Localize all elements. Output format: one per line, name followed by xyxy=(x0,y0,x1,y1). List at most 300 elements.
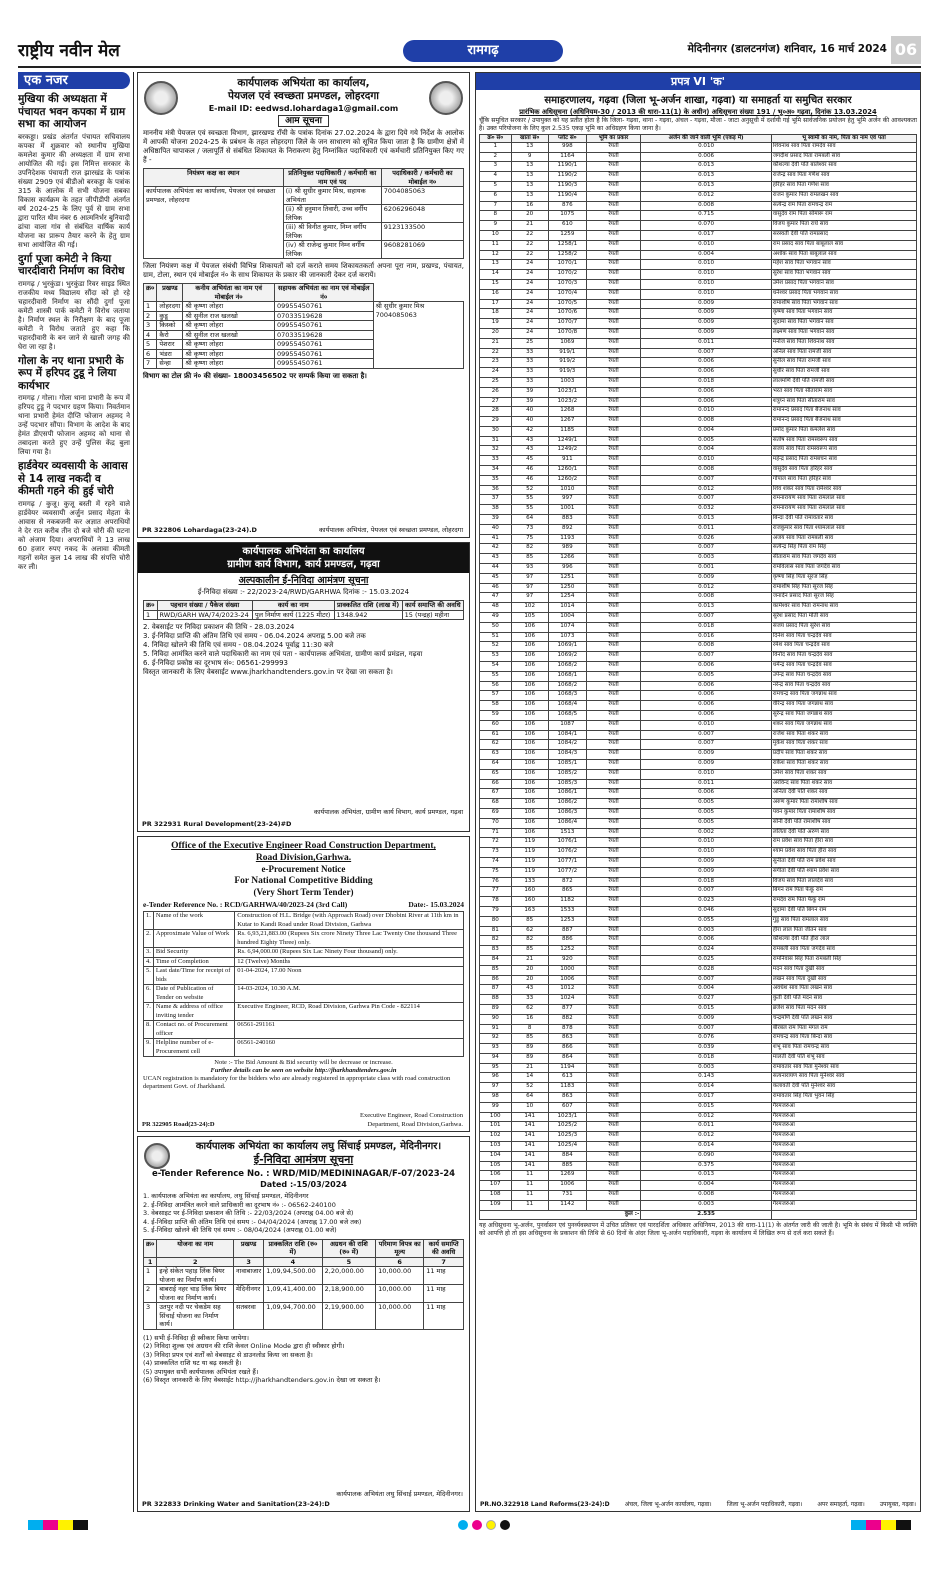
land-row xyxy=(480,799,917,809)
total-value: 2.535 xyxy=(641,1210,772,1220)
table-cell: इन्हे संकेत पहाड़ लिंक बियर योजना का निर्माण कार्य। xyxy=(157,1267,234,1285)
table-cell: 1,09,94,700.00 xyxy=(264,1303,322,1330)
land-cell: सुरेश प्रसाद पिता मोती साव xyxy=(771,613,916,623)
land-cell: 85 xyxy=(480,965,512,975)
land-cell: 0.013 xyxy=(641,603,772,613)
land-cell: रामबली साव पिता जगदेव साव xyxy=(771,946,916,956)
ad1-email: E-mail ID: eedwsd.lohardaga1@gmail.com xyxy=(208,104,399,113)
land-cell: रैयती xyxy=(586,505,641,515)
land-cell: अशोक साव पिता बाबूलाल साव xyxy=(771,250,916,260)
land-cell: 0.013 xyxy=(641,181,772,191)
land-cell: 22 xyxy=(511,240,548,250)
land-cell: 21 xyxy=(480,338,512,348)
land-cell: 0.010 xyxy=(641,142,772,152)
ad3-title3: e-Procurement Notice xyxy=(261,864,346,874)
land-cell: 1068/2 xyxy=(548,662,586,672)
form-sign2: जिला भू-अर्जन पदाधिकारी, गढ़वा। xyxy=(726,1500,803,1508)
land-row xyxy=(480,818,917,828)
land-cell: 613 xyxy=(548,1073,586,1083)
land-cell: 0.009 xyxy=(641,573,772,583)
land-cell: 1266 xyxy=(548,554,586,564)
land-cell: 1070/7 xyxy=(548,319,586,329)
table-row xyxy=(144,1003,464,1021)
land-row xyxy=(480,191,917,201)
land-cell: रैयती xyxy=(586,250,641,260)
land-cell: रैयती xyxy=(586,877,641,887)
land-cell: रैयती xyxy=(586,181,641,191)
column-number: 6 xyxy=(376,1257,424,1267)
land-cell: 31 xyxy=(480,436,512,446)
form-notification: प्रारंभिक अधिसूचना (अधिनियम-30 / 2013 की धारा-11(1) के अधीन) अधिसूचना संख्या 191 / भू०अ० गढ़वा, दिनांक 13.03.2024 xyxy=(519,108,877,116)
land-cell: 607 xyxy=(548,1102,586,1112)
land-cell: रैयती xyxy=(586,397,641,407)
land-cell: 877 xyxy=(548,1004,586,1014)
ad3-table xyxy=(143,911,464,1057)
table-cell: श्री कृष्णा लोहरा xyxy=(183,349,275,359)
tender-line: 2. वेबसाईट पर निविदा प्रकाशन की तिथि - 28.03.2024 xyxy=(143,623,295,631)
table-cell: Date of Publication of Tender on website xyxy=(153,985,234,1003)
table-cell: 9608281069 xyxy=(381,241,463,259)
column-number: 2 xyxy=(157,1257,234,1267)
land-cell: रैयती xyxy=(586,162,641,172)
land-cell: 610 xyxy=(548,221,586,231)
land-cell: 1193 xyxy=(548,534,586,544)
land-cell: 919/2 xyxy=(548,358,586,368)
land-cell: 97 xyxy=(511,593,548,603)
land-cell: रैयती xyxy=(586,377,641,387)
land-cell: 82 xyxy=(511,544,548,554)
table-cell: नावाबाजार xyxy=(234,1267,264,1285)
land-cell: 24 xyxy=(511,299,548,309)
land-cell: रामानन्द प्रसाद पिता बैजनाथ साव xyxy=(771,407,916,417)
land-cell: रैयती xyxy=(586,662,641,672)
land-row xyxy=(480,936,917,946)
land-cell: 35 xyxy=(480,475,512,485)
land-cell: 56 xyxy=(480,681,512,691)
land-cell: 93 xyxy=(511,564,548,574)
table-cell: 3 xyxy=(144,321,157,331)
land-cell: 1070/1 xyxy=(548,260,586,270)
land-cell: 886 xyxy=(548,936,586,946)
land-cell: रामचन्द्र साव पिता बिन्दा साव xyxy=(771,1034,916,1044)
land-cell: 141 xyxy=(511,1112,548,1122)
land-cell: 97 xyxy=(511,573,548,583)
land-cell: लखन साव पिता दुखी साव xyxy=(771,975,916,985)
land-cell: 13 xyxy=(511,172,548,182)
land-cell: 106 xyxy=(511,740,548,750)
table-cell: 12 (Twelve) Months xyxy=(235,957,464,967)
land-cell: 16 xyxy=(480,289,512,299)
land-row xyxy=(480,534,917,544)
land-cell: 27 xyxy=(480,397,512,407)
land-row xyxy=(480,808,917,818)
land-cell: रैयती xyxy=(586,613,641,623)
land-row xyxy=(480,867,917,877)
land-cell: बीरबल राम पिता मंगल राम xyxy=(771,1024,916,1034)
land-cell: राकेश साव पिता शंकर साव xyxy=(771,759,916,769)
land-cell: रैयती xyxy=(586,466,641,476)
land-row xyxy=(480,407,917,417)
ad4-date: Dated :-15/03/2024 xyxy=(260,1180,347,1189)
land-row xyxy=(480,1191,917,1201)
land-cell: 1004 xyxy=(548,613,586,623)
land-cell: 878 xyxy=(548,1024,586,1034)
land-cell: 106 xyxy=(511,671,548,681)
land-cell: 13 xyxy=(511,191,548,201)
masthead: राष्ट्रीय नवीन मेल xyxy=(18,41,120,61)
table-cell: Name & address of office inviting tender xyxy=(153,1003,234,1021)
land-cell: रैयती xyxy=(586,818,641,828)
land-cell: रैयती xyxy=(586,309,641,319)
land-row xyxy=(480,671,917,681)
form-sign3: अपर समाहर्ता, गढ़वा। xyxy=(817,1500,865,1508)
land-cell: 1012 xyxy=(548,985,586,995)
land-cell: 17 xyxy=(480,299,512,309)
land-cell: 89 xyxy=(480,1004,512,1014)
land-cell: 997 xyxy=(548,495,586,505)
land-cell: 0.018 xyxy=(641,377,772,387)
table-row xyxy=(144,967,464,985)
land-cell: रैयती xyxy=(586,985,641,995)
ad3-title1: Office of the Executive Engineer Road Construction Department, xyxy=(171,841,436,851)
land-cell: 1253 xyxy=(548,916,586,926)
table-cell: 06561-291161 xyxy=(235,1021,464,1039)
land-cell: हरिहर साव पिता गणेश साव xyxy=(771,181,916,191)
land-cell: 1087 xyxy=(548,720,586,730)
land-cell: 1070/4 xyxy=(548,289,586,299)
land-cell: रैयती xyxy=(586,1151,641,1161)
land-cell: 33 xyxy=(511,368,548,378)
land-cell: 1084/2 xyxy=(548,740,586,750)
land-cell: रैयती xyxy=(586,387,641,397)
land-cell: गैरमजरुआ xyxy=(771,1122,916,1132)
land-cell: 0.018 xyxy=(641,1053,772,1063)
land-cell: 29 xyxy=(480,417,512,427)
land-cell: 106 xyxy=(511,789,548,799)
table-cell: Bid Security xyxy=(153,948,234,958)
table-header: प्रतिनियुक्त पदाधिकारी / कर्मचारी का नाम एवं पद xyxy=(283,169,381,187)
table-header: प्राक्कलित राशि (रु० में) xyxy=(264,1239,322,1257)
land-cell: 11 xyxy=(511,1171,548,1181)
table-cell: 11 माह xyxy=(424,1267,464,1285)
land-row xyxy=(480,436,917,446)
land-cell: 0.005 xyxy=(641,671,772,681)
table-cell: 11 माह xyxy=(424,1285,464,1303)
land-cell: रैयती xyxy=(586,328,641,338)
land-cell: रैयती xyxy=(586,759,641,769)
ad2-title1: कार्यपालक अभियंता का कार्यालय xyxy=(242,546,365,557)
land-cell: रैयती xyxy=(586,1161,641,1171)
land-cell: 62 xyxy=(511,1004,548,1014)
land-cell: 18 xyxy=(480,309,512,319)
land-cell: 0.011 xyxy=(641,524,772,534)
land-cell: रैयती xyxy=(586,1142,641,1152)
land-cell: 20 xyxy=(511,965,548,975)
tender-line: 5. निविदा आमंत्रित करने वाले पदाधिकारी का नाम एवं पता - कार्यपालक अभियंता, ग्रामीण कार्य प्रमंडल, गढ़वा xyxy=(143,650,423,658)
table-cell: 7 xyxy=(144,359,157,369)
land-cell: अनिता देवी पति शंकर साव xyxy=(771,789,916,799)
form-pr: PR.NO.322918 Land Reforms(23-24):D xyxy=(480,1500,610,1508)
land-cell: 8 xyxy=(480,211,512,221)
land-cell: 100 xyxy=(480,1112,512,1122)
land-cell: राजन कुमार पिता रामलखन साव xyxy=(771,191,916,201)
land-cell: 0.014 xyxy=(641,1083,772,1093)
table-header: योजना का नाम xyxy=(157,1239,234,1257)
land-row xyxy=(480,632,917,642)
table-header: कार्य का नाम xyxy=(252,601,334,611)
table-cell: मेदिनीनगर xyxy=(234,1285,264,1303)
land-cell: 885 xyxy=(548,1161,586,1171)
column-number: 5 xyxy=(322,1257,376,1267)
land-row xyxy=(480,181,917,191)
land-cell: 1000 xyxy=(548,965,586,975)
column-number: 4 xyxy=(264,1257,322,1267)
land-cell: रैयती xyxy=(586,652,641,662)
land-row xyxy=(480,730,917,740)
land-cell: 108 xyxy=(480,1191,512,1201)
land-row xyxy=(480,1053,917,1063)
land-cell: गैरमजरुआ xyxy=(771,1102,916,1112)
land-row xyxy=(480,387,917,397)
land-cell: 1025/2 xyxy=(548,1122,586,1132)
tender-line: 3. ई-निविदा प्राप्ति की अंतिम तिथि एवं समय - 06.04.2024 अपराह्न 5.00 बजे तक xyxy=(143,632,366,640)
land-cell: 16 xyxy=(511,201,548,211)
land-row xyxy=(480,426,917,436)
land-cell: 34 xyxy=(480,466,512,476)
land-cell: 731 xyxy=(548,1191,586,1201)
table-cell: सतबरवा xyxy=(234,1303,264,1330)
land-cell: 8 xyxy=(511,1024,548,1034)
land-cell: 0.012 xyxy=(641,583,772,593)
land-cell: 1077/2 xyxy=(548,867,586,877)
emblem-right xyxy=(429,81,463,115)
table-row xyxy=(144,985,464,1003)
land-cell: रैयती xyxy=(586,583,641,593)
land-cell: रैयती xyxy=(586,906,641,916)
land-cell: 0.009 xyxy=(641,309,772,319)
land-cell: 67 xyxy=(480,789,512,799)
land-cell: 76 xyxy=(480,877,512,887)
land-cell: 0.005 xyxy=(641,436,772,446)
land-cell: 1023/2 xyxy=(548,397,586,407)
land-cell: रामनारायण साव पिता रामलाल साव xyxy=(771,505,916,515)
land-cell: 1183 xyxy=(548,1083,586,1093)
land-cell: शंकर साव पिता जगन्नाथ साव xyxy=(771,720,916,730)
land-row xyxy=(480,211,917,221)
land-cell: 119 xyxy=(511,867,548,877)
land-cell: रैयती xyxy=(586,857,641,867)
land-cell: रैयती xyxy=(586,495,641,505)
table-cell: 1,09,41,400.00 xyxy=(264,1285,322,1303)
land-cell: रैयती xyxy=(586,1132,641,1142)
land-cell: 1260/1 xyxy=(548,466,586,476)
land-cell: रैयती xyxy=(586,1191,641,1201)
land-cell: 883 xyxy=(548,515,586,525)
land-cell: 0.025 xyxy=(641,955,772,965)
land-cell: 72 xyxy=(480,838,512,848)
table-cell: 10,000.00 xyxy=(376,1285,424,1303)
land-cell: रैयती xyxy=(586,681,641,691)
land-cell: 1077/1 xyxy=(548,857,586,867)
land-cell: 51 xyxy=(480,632,512,642)
land-cell: 101 xyxy=(480,1122,512,1132)
land-cell: कौशल्या देवी पति हीरा लाल xyxy=(771,936,916,946)
land-row xyxy=(480,906,917,916)
land-cell: रमेश साव पिता चन्द्रदेव साव xyxy=(771,642,916,652)
story-body: रामगढ़ / कुजू। कुजू बस्ती में रहने वाले हार्डवेयर व्यवसायी अर्जुन प्रसाद मेहता के आवास से नकबजनी कर अज्ञात अपराधियों ने देर रात करीब तीन दो बजे चोरी की घटना को अंजाम दिया। अपराधियों ने 13 लाख 60 हजार रुपए नकद के अलावा कीमती गहनों समेत कुल 14 लाख की संपत्ति चोरी कर ली। xyxy=(18,499,130,571)
land-cell: रैयती xyxy=(586,475,641,485)
land-cell: 1070/8 xyxy=(548,328,586,338)
land-cell: प्रमोद कुमार पिता कमलेश साव xyxy=(771,426,916,436)
land-cell: 866 xyxy=(548,1044,586,1054)
land-cell: शिव शंकर साव पिता रामेश्वर साव xyxy=(771,485,916,495)
land-cell: 0.007 xyxy=(641,613,772,623)
land-cell: वासुदेव राम पिता सोमारू राम xyxy=(771,211,916,221)
page-header xyxy=(18,34,921,68)
land-cell: 1075 xyxy=(548,211,586,221)
land-cell: 887 xyxy=(548,926,586,936)
land-cell: 1023/1 xyxy=(548,1112,586,1122)
land-cell: रैयती xyxy=(586,554,641,564)
land-cell: रैयती xyxy=(586,426,641,436)
table-header: सहायक अभियंता का नाम एवं मोबाईल नं० xyxy=(274,284,373,302)
land-cell: 45 xyxy=(511,456,548,466)
land-cell: 1086/3 xyxy=(548,808,586,818)
land-cell: 66 xyxy=(480,779,512,789)
land-cell: रामविलास साव पिता जगदेव साव xyxy=(771,564,916,574)
land-cell: रैयती xyxy=(586,368,641,378)
land-cell: 0.008 xyxy=(641,417,772,427)
land-cell: सुदामा देवी पति बिगन राम xyxy=(771,906,916,916)
land-cell: 1190/1 xyxy=(548,162,586,172)
land-cell: रैयती xyxy=(586,740,641,750)
land-cell: 43 xyxy=(511,446,548,456)
land-row xyxy=(480,230,917,240)
land-cell: 0.010 xyxy=(641,456,772,466)
land-cell: 0.004 xyxy=(641,1181,772,1191)
land-cell: 919/1 xyxy=(548,348,586,358)
land-cell: संजय प्रसाद पिता सुरेश साव xyxy=(771,622,916,632)
land-row xyxy=(480,750,917,760)
land-cell: 43 xyxy=(511,436,548,446)
land-row xyxy=(480,613,917,623)
land-cell: 33 xyxy=(511,995,548,1005)
land-row xyxy=(480,466,917,476)
land-row xyxy=(480,1024,917,1034)
land-row xyxy=(480,172,917,182)
land-cell: गैरमजरुआ xyxy=(771,1112,916,1122)
table-header: क्र० xyxy=(144,284,157,302)
land-cell: 1073 xyxy=(548,632,586,642)
land-cell: 0.008 xyxy=(641,642,772,652)
land-cell: 864 xyxy=(548,1053,586,1063)
land-cell: रैयती xyxy=(586,289,641,299)
land-cell: 0.017 xyxy=(641,1093,772,1103)
land-row xyxy=(480,946,917,956)
land-cell: 21 xyxy=(511,221,548,231)
land-cell: ब्रजेश साव पिता मदन साव xyxy=(771,1004,916,1014)
story-headline: दुर्गा पूजा कमेटी ने किया चारदीवारी निर्माण का विरोध xyxy=(18,252,125,277)
land-cell: 43 xyxy=(480,554,512,564)
land-cell: 48 xyxy=(480,603,512,613)
ad1-body2: जिला नियंत्रण कक्ष में पेयजल संबंधी विभिन्न शिकायतों को दर्ज कराते समय शिकायतकर्ता अपना पूरा नाम, प्रखण्ड, पंचायत, ग्राम, टोला, स्थान एवं मोबाईल नं० के साथ शिकायत के प्रकार की जानकारी देकर दर्ज करायें। xyxy=(143,262,464,279)
land-cell: 46 xyxy=(480,583,512,593)
land-cell: 892 xyxy=(548,524,586,534)
land-cell: रैयती xyxy=(586,867,641,877)
land-row xyxy=(480,711,917,721)
land-cell: उमेश प्रसाद पिता भगवान साव xyxy=(771,279,916,289)
land-row xyxy=(480,701,917,711)
land-cell: 63 xyxy=(480,750,512,760)
land-cell: 106 xyxy=(511,779,548,789)
land-cell: राजकुमार साव पिता श्यामलाल साव xyxy=(771,524,916,534)
land-row xyxy=(480,505,917,515)
ad3-title2: Road Division,Garhwa. xyxy=(255,853,352,863)
land-cell: रैयती xyxy=(586,260,641,270)
table-cell: 01-04-2024, 17.00 Noon xyxy=(235,967,464,985)
land-cell: रैयती xyxy=(586,975,641,985)
land-cell: 13 xyxy=(511,142,548,152)
table-cell: 3 xyxy=(144,1303,157,1330)
land-cell: 74 xyxy=(480,857,512,867)
land-cell: उपेन्द्र साव पिता चन्द्रदेव साव xyxy=(771,671,916,681)
land-cell: रैयती xyxy=(586,1053,641,1063)
table-cell: 1 xyxy=(144,1267,157,1285)
land-cell: 32 xyxy=(480,446,512,456)
land-cell: रैयती xyxy=(586,446,641,456)
land-cell: 24 xyxy=(511,279,548,289)
land-cell: जनार्दन प्रसाद पिता सूरज सिंह xyxy=(771,593,916,603)
land-cell: सुरेश साव पिता भगवान साव xyxy=(771,270,916,280)
land-cell: 98 xyxy=(480,1093,512,1103)
land-row xyxy=(480,985,917,995)
land-cell: 1190/3 xyxy=(548,181,586,191)
land-cell: 11 xyxy=(511,1181,548,1191)
land-cell: 1070/6 xyxy=(548,309,586,319)
land-cell: 1074 xyxy=(548,622,586,632)
tender-line: 2. ई-निविदा आमंत्रित करने वाले प्राधिकारी का दूरभाष नं० :- 06562-240100 xyxy=(143,1200,336,1209)
land-row xyxy=(480,642,917,652)
table-cell: उतपुर नदी पर चेकडेम सह सिंचाई योजना का निर्माण कार्य। xyxy=(157,1303,234,1330)
land-cell: 0.012 xyxy=(641,191,772,201)
land-cell: रैयती xyxy=(586,270,641,280)
land-cell: रैयती xyxy=(586,1200,641,1210)
land-cell: 13 xyxy=(511,181,548,191)
table-header: नियंत्रण कक्ष का स्थान xyxy=(144,169,284,187)
land-cell: गुडु साव पिता रामलाल साव xyxy=(771,916,916,926)
land-row xyxy=(480,299,917,309)
land-cell: 141 xyxy=(511,1161,548,1171)
land-cell: 1533 xyxy=(548,906,586,916)
section-label: रामगढ़ xyxy=(403,40,563,62)
table-cell: Contact no. of Procurement officer xyxy=(153,1021,234,1039)
column-number: 7 xyxy=(424,1257,464,1267)
land-row xyxy=(480,759,917,769)
land-cell: प्रदीप साव पिता शंकर साव xyxy=(771,750,916,760)
land-cell: 106 xyxy=(511,691,548,701)
land-cell: 1182 xyxy=(548,897,586,907)
table-cell: 06561-240160 xyxy=(235,1039,464,1057)
land-cell: 57 xyxy=(480,691,512,701)
land-cell: 104 xyxy=(480,1151,512,1161)
tender-line: 3. वेबसाइट पर ई-निविदा प्रकाशन की तिथि :- 22/03/2024 (अपराह्न 04.00 बजे से) xyxy=(143,1209,354,1217)
dateline: मेदिनीनगर (डालटनगंज) शनिवार, 16 मार्च 2024 xyxy=(687,43,887,55)
land-cell: मनोज साव पिता शिवनाथ साव xyxy=(771,338,916,348)
land-cell: लक्ष्मण साव पिता भगवान साव xyxy=(771,328,916,338)
land-cell: 1069 xyxy=(548,338,586,348)
land-row xyxy=(480,152,917,162)
table-header: परिमाण विपत्र का मूल्य xyxy=(376,1239,424,1257)
